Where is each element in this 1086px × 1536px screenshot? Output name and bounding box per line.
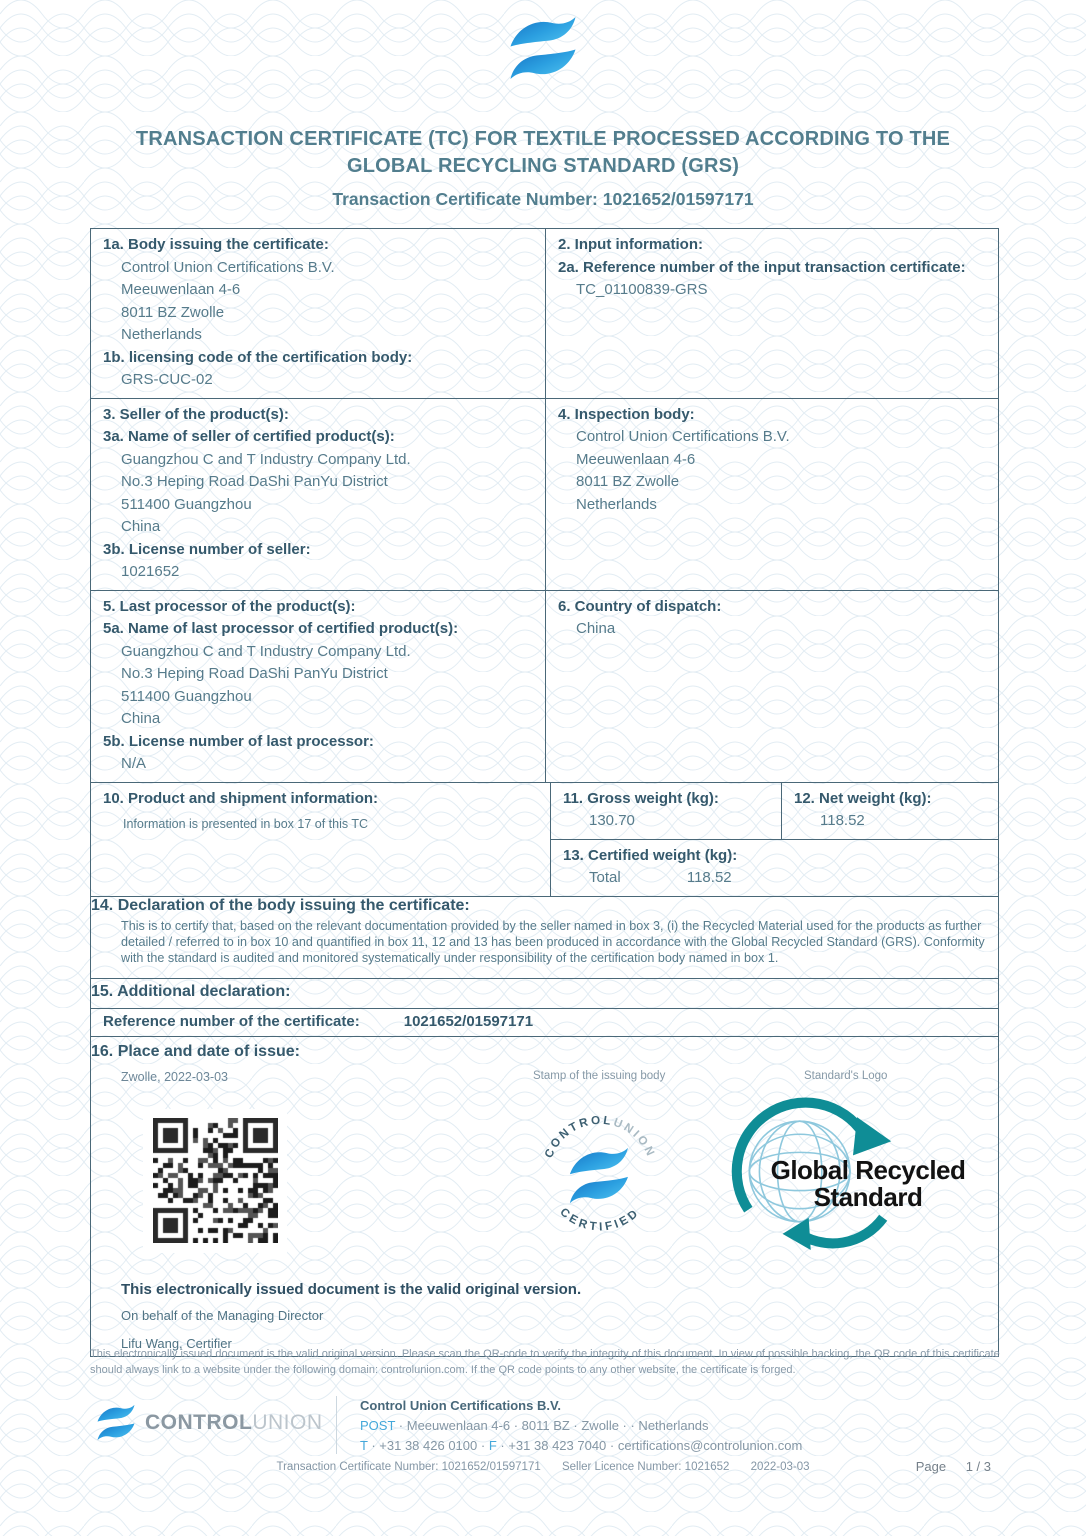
certified-weight-value: 118.52 <box>686 869 732 886</box>
box-4-inspection-body <box>546 399 998 590</box>
box-5b-label: 5b. License number of last processor: <box>103 732 374 750</box>
seller-line: China <box>121 518 161 535</box>
inspection-line: Meeuwenlaan 4-6 <box>576 450 696 468</box>
page-value: 1 / 3 <box>965 1459 991 1474</box>
box-5-last-processor <box>91 591 546 782</box>
grs-logo-line-1: Global Recycled <box>770 1154 966 1185</box>
certificate-number-subtitle: Transaction Certificate Number: 1021652/01597171 <box>332 189 754 209</box>
footer-issue-date: 2022-03-03 <box>750 1461 810 1473</box>
issuer-line: Control Union Certifications B.V. <box>121 258 335 276</box>
reference-number-value: 1021652/01597171 <box>403 1012 534 1030</box>
box-1a-issuing-body <box>91 229 546 398</box>
box-11-gross-weight <box>551 783 782 839</box>
seller-line: No.3 Heping Road DaShi PanYu District <box>121 473 388 490</box>
inspection-line: Control Union Certifications B.V. <box>576 428 790 445</box>
place-date-value: Zwolle, 2022-03-03 <box>121 1069 229 1084</box>
standards-logo-caption: Standard's Logo <box>804 1069 888 1082</box>
svg-text:CONTROLUNION: CONTROLUNION <box>542 1113 658 1160</box>
reference-number-row <box>91 1008 998 1036</box>
phone-label: T <box>360 1438 368 1453</box>
processor-line: No.3 Heping Road DaShi PanYu District <box>121 665 388 682</box>
box-2a-label: 2a. Reference number of the input transaction certificate: <box>558 258 966 276</box>
issuer-line: Netherlands <box>121 326 202 343</box>
box-10-product-shipment <box>91 783 551 896</box>
qr-code <box>143 1109 287 1253</box>
net-weight-value: 118.52 <box>820 812 865 829</box>
grs-logo-line-2: Standard <box>813 1181 923 1212</box>
svg-text:CERTIFIED: CERTIFIED <box>557 1204 643 1234</box>
processor-license-value: N/A <box>121 755 147 772</box>
footer-seller-licence: Seller Licence Number: 1021652 <box>561 1461 730 1473</box>
seller-line: 511400 Guangzhou <box>121 495 252 513</box>
reference-number-label: Reference number of the certificate: <box>103 1012 360 1030</box>
box-15-additional-declaration <box>91 978 998 1008</box>
footer-phone: · +31 38 426 0100 · <box>371 1438 486 1453</box>
box-3-label: 3. Seller of the product(s): <box>103 405 289 423</box>
footer-brand <box>95 1403 323 1442</box>
box-3b-label: 3b. License number of seller: <box>103 540 311 558</box>
box-12-label: 12. Net weight (kg): <box>794 789 932 807</box>
box-10-note: Information is presented in box 17 of this TC <box>123 817 369 831</box>
post-label: POST <box>360 1418 396 1433</box>
weights-grid <box>551 783 998 896</box>
issuer-line: 8011 BZ Zwolle <box>121 303 225 321</box>
inspection-line: Netherlands <box>576 495 657 513</box>
table-row <box>91 590 998 782</box>
fax-label: F <box>488 1438 497 1453</box>
table-row <box>91 229 998 398</box>
box-15-label: 15. Additional declaration: <box>91 982 291 1000</box>
table-row <box>91 782 998 896</box>
control-union-certified-stamp-icon <box>534 1109 666 1241</box>
declaration-text: This is to certify that, based on the relevant documentation provided by the seller named in box 3, (i) the Recycled Material used for the products as further detailed / referred to in box 10 and quantified in box 11, 12 and 13 has been produced in accordance with the Global Recycled Standard (GRS). Conformity with the standard is audited and monitored systematically under responsibility of the certification body named in box 1. <box>121 918 985 965</box>
box-16-label: 16. Place and date of issue: <box>91 1042 300 1060</box>
box-1a-label: 1a. Body issuing the certificate: <box>103 236 329 253</box>
control-union-swirl-icon <box>95 1403 137 1442</box>
footer-address-block <box>360 1396 802 1456</box>
processor-line: 511400 Guangzhou <box>121 687 252 705</box>
footer-address-text: · Meeuwenlaan 4-6 · 8011 BZ · Zwolle · · Netherlands <box>398 1418 709 1433</box>
table-row <box>91 398 998 590</box>
box-5a-label: 5a. Name of last processor of certified product(s): <box>103 620 459 637</box>
box-3-seller <box>91 399 546 590</box>
qr-code-canvas <box>153 1118 278 1243</box>
box-14-label: 14. Declaration of the body issuing the certificate: <box>91 896 470 914</box>
input-tc-reference-value: TC_01100839-GRS <box>576 281 708 298</box>
box-10-label: 10. Product and shipment information: <box>103 789 379 807</box>
page-title-line-1: TRANSACTION CERTIFICATE (TC) FOR TEXTILE PROCESSED ACCORDING TO THE <box>135 128 951 150</box>
page-number <box>916 1459 991 1474</box>
box-14-declaration <box>91 896 998 978</box>
box-6-country-of-dispatch <box>546 591 998 782</box>
title-block <box>0 126 1086 210</box>
gross-weight-value: 130.70 <box>589 812 635 829</box>
box-16-place-date <box>91 1036 998 1356</box>
processor-line: China <box>121 710 161 727</box>
box-4-label: 4. Inspection body: <box>558 405 695 423</box>
box-13-certified-weight <box>551 840 998 896</box>
page-title-line-2: GLOBAL RECYCLING STANDARD (GRS) <box>346 155 740 177</box>
certificate-table <box>90 228 999 1357</box>
box-6-label: 6. Country of dispatch: <box>558 597 722 615</box>
box-1b-label: 1b. licensing code of the certification body: <box>103 348 413 366</box>
box-2-input-information <box>546 229 998 398</box>
dispatch-country-value: China <box>576 620 616 637</box>
box-5-label: 5. Last processor of the product(s): <box>103 597 356 615</box>
grs-logo-text <box>755 1154 981 1212</box>
valid-original-statement: This electronically issued document is the valid original version. <box>121 1280 582 1298</box>
seller-line: Guangzhou C and T Industry Company Ltd. <box>121 450 411 468</box>
on-behalf-line: On behalf of the Managing Director <box>121 1307 324 1323</box>
issuer-line: Meeuwenlaan 4-6 <box>121 281 241 298</box>
brand-union: UNION <box>252 1410 323 1434</box>
box-11-label: 11. Gross weight (kg): <box>563 789 719 807</box>
footer-divider <box>336 1396 337 1454</box>
licensing-code-value: GRS-CUC-02 <box>121 371 213 388</box>
fine-print-disclaimer: This electronically issued document is the valid original version. Please scan the QR-code to verify the integrity of this document. In view of possible hacking, the QR code of this certificate should always link to a website under the following domain: controlunion.com. If the QR code points to any other website, the certificate is forged. <box>90 1348 1000 1376</box>
certified-weight-total-label: Total <box>589 869 621 886</box>
footer-fax-email: · +31 38 423 7040 · certifications@controlunion.com <box>500 1438 803 1453</box>
inspection-line: 8011 BZ Zwolle <box>576 473 680 490</box>
certifier-signature: Lifu Wang, Certifier <box>121 1335 232 1351</box>
footer-contact-line <box>360 1436 802 1456</box>
box-13-label: 13. Certified weight (kg): <box>563 846 738 864</box>
footer-post-line <box>360 1416 802 1436</box>
processor-line: Guangzhou C and T Industry Company Ltd. <box>121 642 411 660</box>
box-3a-label: 3a. Name of seller of certified product(s): <box>103 428 395 445</box>
seller-license-value: 1021652 <box>121 563 180 580</box>
box-2-label: 2. Input information: <box>558 236 703 253</box>
control-union-swirl-icon <box>506 14 580 87</box>
stamp-caption: Stamp of the issuing body <box>533 1069 666 1082</box>
footer-company-name: Control Union Certifications B.V. <box>360 1398 562 1413</box>
brand-control: CONTROL <box>145 1410 253 1434</box>
footer-tc-number: Transaction Certificate Number: 1021652/01597171 <box>276 1461 541 1473</box>
page-label: Page <box>915 1459 947 1474</box>
box-12-net-weight <box>782 783 998 839</box>
